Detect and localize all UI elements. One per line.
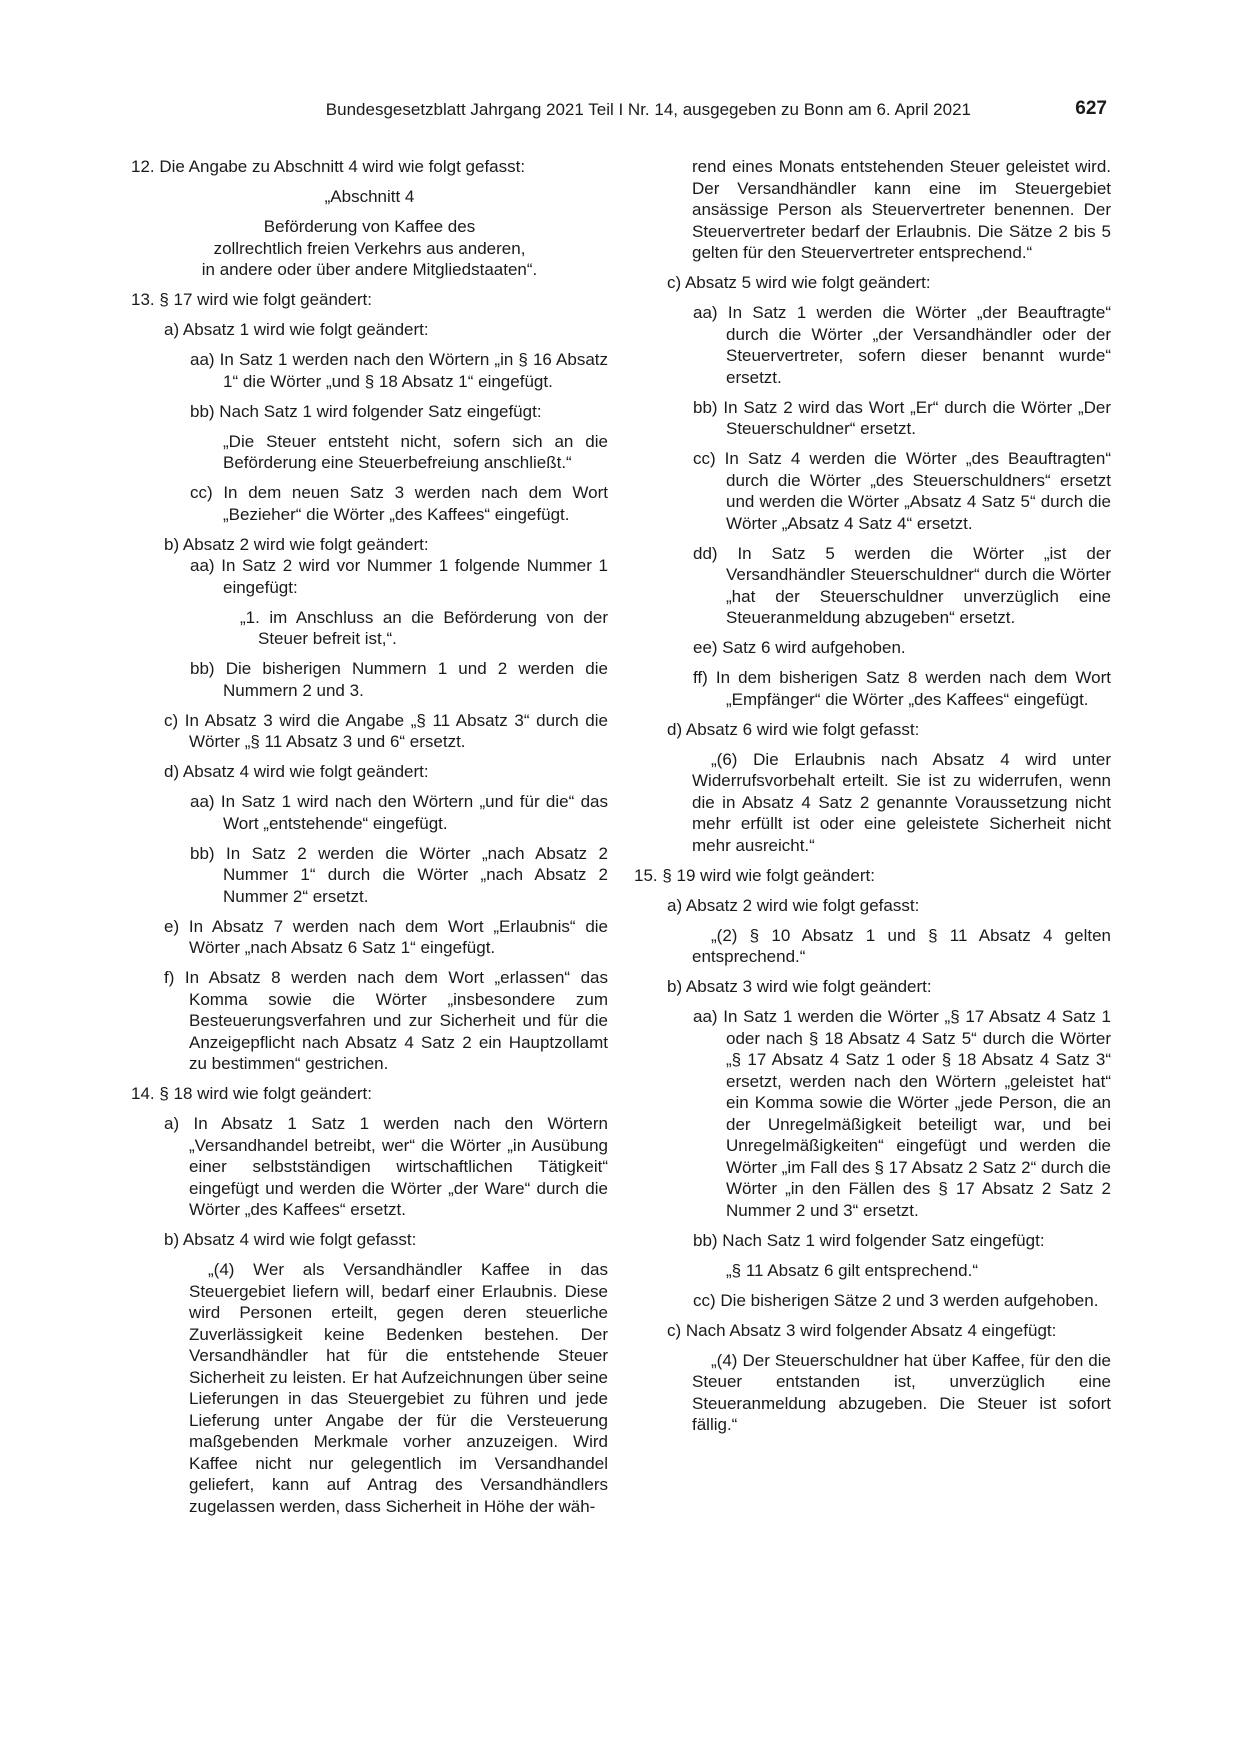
running-title: Bundesgesetzblatt Jahrgang 2021 Teil I Nr. 14, ausgegeben zu Bonn am 6. April 2021 (325, 100, 971, 119)
paragraph: a) Absatz 1 wird wie folgt geändert: (164, 320, 429, 339)
paragraph: aa) In Satz 1 werden nach den Wörtern „in § 16 Absatz 1“ die Wörter „und § 18 Absatz 1“ eingefügt. (190, 350, 608, 391)
paragraph: „(6) Die Erlaubnis nach Absatz 4 wird unter Widerrufsvorbehalt erteilt. Sie ist zu widerrufen, wenn die in Absatz 4 Satz 2 genannte Voraussetzung nicht mehr erfüllt ist oder eine geleistete Sicherheit nicht mehr ausreicht.“ (692, 749, 1111, 855)
heading-line: zollrechtlich freien Verkehrs aus anderen, (213, 238, 526, 258)
paragraph: a) In Absatz 1 Satz 1 werden nach den Wörtern „Versandhandel betreibt, wer“ die Wörter „in Ausübung einer selbstständigen wirtschaftlichen Tätigkeit“ eingefügt und werden die Wörter „der Ware“ durch die Wörter „des Kaffees“ ersetzt. (164, 1114, 608, 1219)
paragraph: c) In Absatz 3 wird die Angabe „§ 11 Absatz 3“ durch die Wörter „§ 11 Absatz 3 und 6“ ersetzt. (164, 710, 608, 751)
paragraph: b) Absatz 3 wird wie folgt geändert: (667, 977, 932, 996)
paragraph: c) Nach Absatz 3 wird folgender Absatz 4 eingefügt: (667, 1320, 1057, 1340)
paragraph: „(4) Wer als Versandhändler Kaffee in das Steuergebiet liefern will, bedarf einer Erlaubnis. Diese wird Personen erteilt, gegen deren steuerliche Zuverlässigkeit keine Bedenken bestehen. Der Versandhändler hat für die entstehende Steuer Sicherheit zu leisten. Er hat Aufzeichnungen über seine Lieferungen in das Steuergebiet zu führen und jede Lieferung unter Angabe der für die Versteuerung maßgebenden Merkmale vorher anzuzeigen. Wird Kaffee nicht nur gelegentlich im Versandhandel geliefert, kann auf Antrag des Versandhändlers zugelassen werden, dass Sicherheit in Höhe der wäh- (189, 1260, 608, 1516)
paragraph: ee) Satz 6 wird aufgehoben. (693, 638, 906, 657)
paragraph: 15. § 19 wird wie folgt geändert: (634, 865, 875, 885)
paragraph: cc) In Satz 4 werden die Wörter „des Beauftragten“ durch die Wörter „des Steuerschuldners“ ersetzt und werden die Wörter „Absatz 4 Satz 5“ durch die Wörter „Absatz 4 Satz 4“ ersetzt. (693, 449, 1111, 533)
paragraph: cc) In dem neuen Satz 3 werden nach dem Wort „Bezieher“ die Wörter „des Kaffees“ eingefügt. (190, 483, 608, 524)
paragraph: aa) In Satz 1 werden die Wörter „der Beauftragte“ durch die Wörter „der Versandhändler oder der Steuervertreter, sofern dieser benannt wurde“ ersetzt. (693, 303, 1111, 387)
page-number: 627 (1075, 98, 1107, 119)
paragraph: bb) Nach Satz 1 wird folgender Satz eingefügt: (190, 401, 542, 421)
paragraph: aa) In Satz 1 wird nach den Wörtern „und für die“ das Wort „entstehende“ eingefügt. (190, 792, 608, 833)
paragraph: f) In Absatz 8 werden nach dem Wort „erlassen“ das Komma sowie die Wörter „insbesondere zum Besteuerungsverfahren und zur Sicherheit und für die Anzeigepflicht nach Absatz 4 Satz 2 ein Hauptzollamt zu bestimmen“ gestrichen. (164, 968, 608, 1073)
paragraph (131, 216, 608, 281)
heading-line: in andere oder über andere Mitgliedstaaten“. (201, 260, 538, 279)
paragraph: 13. § 17 wird wie folgt geändert: (131, 290, 372, 309)
paragraph: „§ 11 Absatz 6 gilt entsprechend.“ (726, 1260, 979, 1280)
paragraph: rend eines Monats entstehenden Steuer geleistet wird. Der Versandhändler kann eine im Steuergebiet ansässige Person als Steuervertreter benennen. Der Steuervertreter bedarf der Erlaubnis. Die Sätze 2 bis 5 gelten für den Steuervertreter entsprechend.“ (692, 157, 1111, 262)
right-column (634, 156, 1111, 1436)
paragraph: e) In Absatz 7 werden nach dem Wort „Erlaubnis“ die Wörter „nach Absatz 6 Satz 1“ eingefügt. (164, 916, 608, 957)
paragraph: b) Absatz 2 wird wie folgt geändert: (164, 534, 429, 554)
paragraph: a) Absatz 2 wird wie folgt gefasst: (667, 895, 920, 915)
paragraph: bb) Nach Satz 1 wird folgender Satz eingefügt: (693, 1230, 1045, 1250)
heading-line: Beförderung von Kaffee des (263, 217, 476, 236)
paragraph: cc) Die bisherigen Sätze 2 und 3 werden aufgehoben. (693, 1290, 1099, 1310)
paragraph: aa) In Satz 2 wird vor Nummer 1 folgende Nummer 1 eingefügt: (190, 556, 608, 597)
paragraph: d) Absatz 4 wird wie folgt geändert: (164, 762, 429, 781)
running-header (0, 100, 1241, 126)
paragraph: d) Absatz 6 wird wie folgt gefasst: (667, 719, 920, 739)
paragraph: „Abschnitt 4 (324, 187, 415, 206)
paragraph: c) Absatz 5 wird wie folgt geändert: (667, 273, 931, 292)
paragraph: 14. § 18 wird wie folgt geändert: (131, 1084, 372, 1103)
paragraph: bb) Die bisherigen Nummern 1 und 2 werden die Nummern 2 und 3. (190, 659, 608, 700)
paragraph: bb) In Satz 2 wird das Wort „Er“ durch die Wörter „Der Steuerschuldner“ ersetzt. (693, 397, 1111, 438)
paragraph: ff) In dem bisherigen Satz 8 werden nach dem Wort „Empfänger“ die Wörter „des Kaffees“ eingefügt. (693, 668, 1111, 709)
paragraph: „1. im Anschluss an die Beförderung von der Steuer befreit ist,“. (240, 607, 608, 648)
paragraph: 12. Die Angabe zu Abschnitt 4 wird wie folgt gefasst: (131, 157, 526, 176)
paragraph: „(4) Der Steuerschuldner hat über Kaffee, für den die Steuer entstanden ist, unverzüglich eine Steueranmeldung abzugeben. Die Steuer ist sofort fällig.“ (692, 1350, 1111, 1434)
paragraph: dd) In Satz 5 werden die Wörter „ist der Versandhändler Steuerschuldner“ durch die Wörter „hat der Steuerschuldner unverzüglich eine Steueranmeldung abzugeben“ ersetzt. (693, 543, 1111, 627)
paragraph: b) Absatz 4 wird wie folgt gefasst: (164, 1230, 417, 1249)
left-column (131, 156, 608, 1517)
paragraph: bb) In Satz 2 werden die Wörter „nach Absatz 2 Nummer 1“ durch die Wörter „nach Absatz 2 Nummer 2“ ersetzt. (190, 843, 608, 906)
paragraph: „(2) § 10 Absatz 1 und § 11 Absatz 4 gelten entsprechend.“ (692, 925, 1111, 966)
paragraph: aa) In Satz 1 werden die Wörter „§ 17 Absatz 4 Satz 1 oder nach § 18 Absatz 4 Satz 5“ durch die Wörter „§ 17 Absatz 4 Satz 1 oder § 18 Absatz 4 Satz 3“ ersetzt, werden nach den Wörtern „geleistet hat“ ein Komma sowie die Wörter „jede Person, die an der Unregelmäßigkeit beteiligt war, und bei Unregelmäßigkeiten“ eingefügt und werden die Wörter „im Fall des § 17 Absatz 2 Satz 2“ durch die Wörter „in den Fällen des § 17 Absatz 2 Satz 2 Nummer 2 und 3“ ersetzt. (693, 1007, 1111, 1220)
paragraph: „Die Steuer entsteht nicht, sofern sich an die Beförderung eine Steuerbefreiung anschließt.“ (223, 431, 608, 472)
